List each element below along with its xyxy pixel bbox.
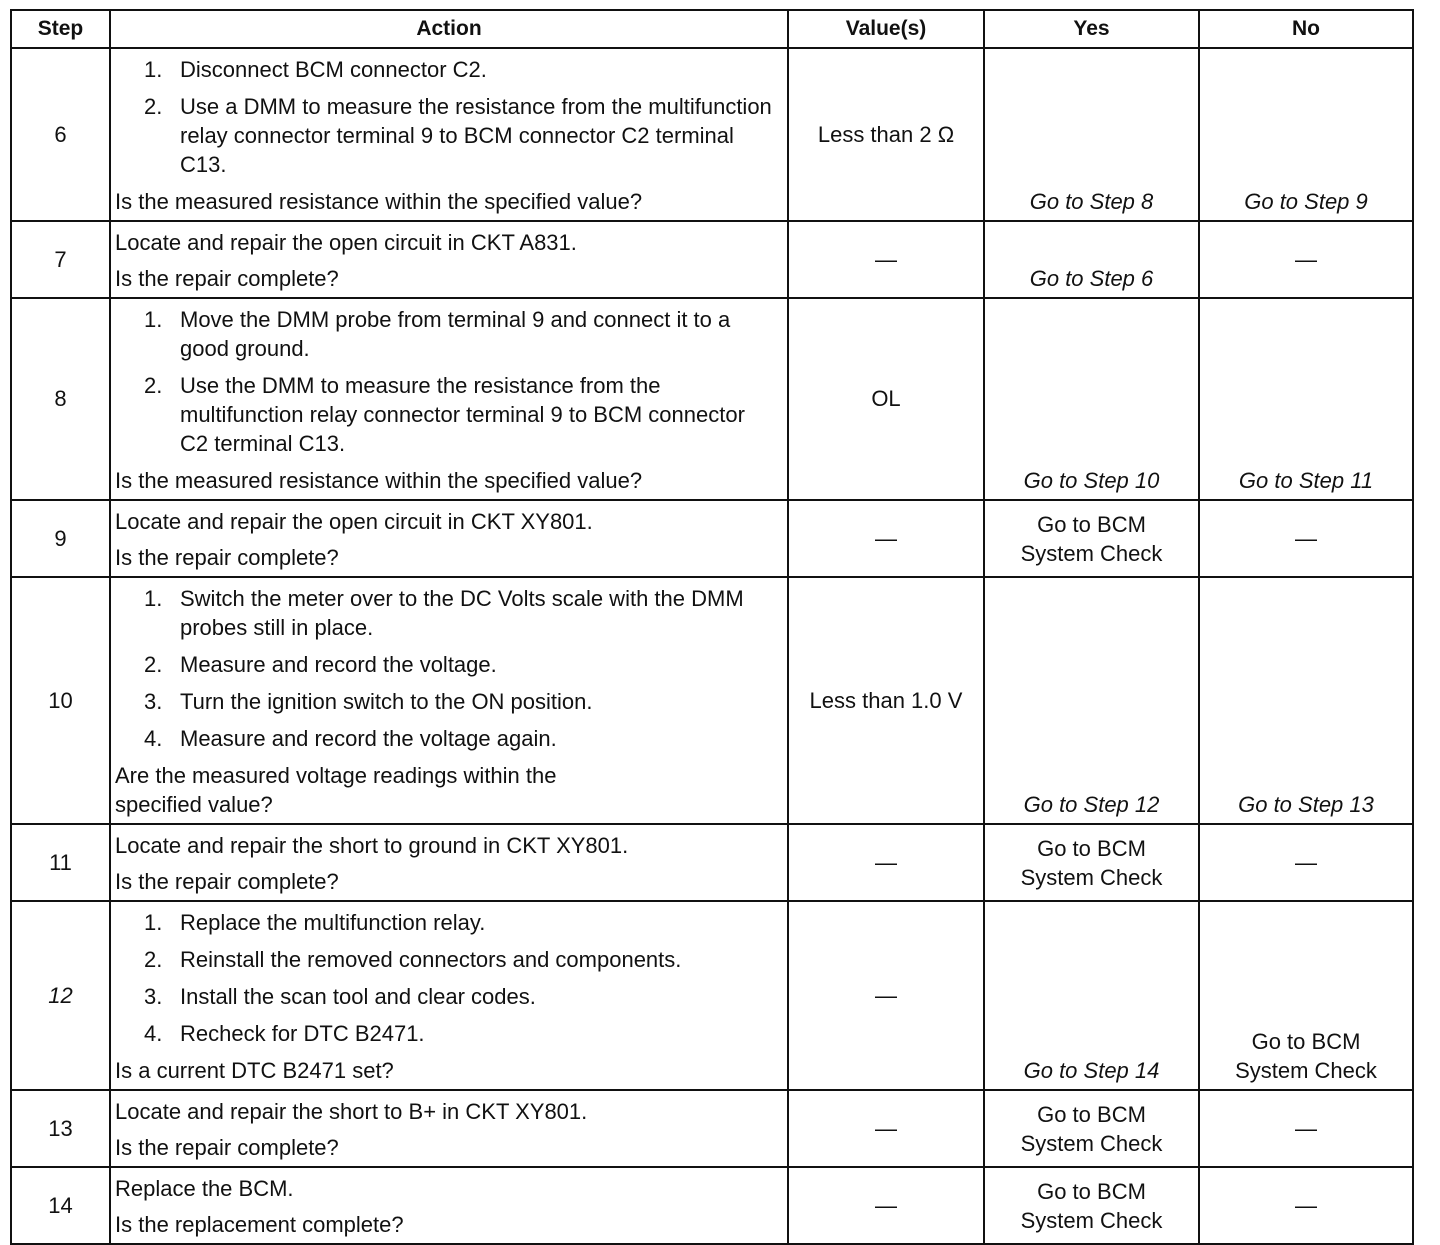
step-number: 7 <box>11 221 110 298</box>
no-cell <box>1199 901 1413 1090</box>
question-text: Are the measured voltage readings within the specified value? <box>115 763 557 817</box>
step-text: Reinstall the removed connectors and components. <box>180 947 682 972</box>
yes-link-line[interactable]: System Check <box>1020 540 1163 566</box>
question-text: Is the replacement complete? <box>115 1212 404 1237</box>
action-steps <box>115 908 777 1048</box>
action-cell <box>110 1090 788 1167</box>
value-cell: — <box>788 1167 984 1244</box>
question-text: Is the repair complete? <box>115 266 339 291</box>
list-item <box>144 724 777 753</box>
table-row <box>11 500 1413 577</box>
yes-link-line[interactable]: System Check <box>1020 1130 1163 1156</box>
yes-link[interactable]: Go to Step 14 <box>1023 1058 1160 1083</box>
value-cell: — <box>788 901 984 1090</box>
diagnostic-table <box>10 9 1414 1245</box>
no-link[interactable]: Go to Step 9 <box>1244 189 1368 214</box>
no-link[interactable]: Go to Step 11 <box>1238 468 1374 493</box>
step-text: Measure and record the voltage again. <box>180 726 557 751</box>
yes-link-line[interactable]: Go to BCM <box>1037 835 1146 861</box>
step-text: Install the scan tool and clear codes. <box>180 984 536 1009</box>
yes-link-line[interactable]: Go to BCM <box>1037 1101 1146 1127</box>
action-line: Locate and repair the short to B+ in CKT XY801. <box>115 1099 588 1124</box>
action-line: Locate and repair the open circuit in CKT XY801. <box>115 509 593 534</box>
action-steps <box>115 55 777 179</box>
action-cell <box>110 500 788 577</box>
header-values: Value(s) <box>788 10 984 48</box>
yes-cell <box>984 577 1199 824</box>
value-cell: Less than 1.0 V <box>788 577 984 824</box>
step-index: 4. <box>144 1021 163 1046</box>
value-cell: Less than 2 Ω <box>788 48 984 221</box>
action-line: Replace the BCM. <box>115 1176 294 1201</box>
step-index: 3. <box>144 984 163 1009</box>
step-text: Use the DMM to measure the resistance from the multifunction relay connector terminal 9 to BCM connector C2 terminal C13. <box>180 373 745 456</box>
no-cell: — <box>1199 1090 1413 1167</box>
step-index: 2. <box>144 652 163 677</box>
action-line: Locate and repair the short to ground in CKT XY801. <box>115 833 629 858</box>
step-index: 3. <box>144 689 163 714</box>
table-row <box>11 298 1413 500</box>
step-index: 1. <box>144 57 163 82</box>
list-item <box>144 1019 777 1048</box>
step-index: 2. <box>144 373 163 398</box>
no-cell <box>1199 298 1413 500</box>
yes-cell <box>984 48 1199 221</box>
yes-link[interactable]: Go to Step 10 <box>1023 468 1160 493</box>
yes-link-line[interactable]: Go to BCM <box>1037 511 1146 537</box>
yes-cell <box>984 221 1199 298</box>
step-number: 13 <box>11 1090 110 1167</box>
list-item <box>144 305 777 363</box>
table-row <box>11 1090 1413 1167</box>
step-text: Turn the ignition switch to the ON position. <box>180 689 593 714</box>
header-step: Step <box>11 10 110 48</box>
question-text: Is the measured resistance within the specified value? <box>115 189 643 214</box>
step-text: Switch the meter over to the DC Volts scale with the DMM probes still in place. <box>180 586 744 640</box>
question-text: Is a current DTC B2471 set? <box>115 1058 394 1083</box>
yes-cell <box>984 500 1199 577</box>
yes-cell <box>984 298 1199 500</box>
no-link-line[interactable]: Go to BCM <box>1251 1029 1361 1054</box>
list-item <box>144 371 777 458</box>
question-text: Is the repair complete? <box>115 545 339 570</box>
table-row <box>11 221 1413 298</box>
list-item <box>144 687 777 716</box>
no-cell <box>1199 48 1413 221</box>
value-cell: — <box>788 500 984 577</box>
question-text: Is the repair complete? <box>115 869 339 894</box>
table-row <box>11 824 1413 901</box>
step-index: 2. <box>144 94 163 119</box>
yes-link[interactable]: Go to Step 6 <box>1029 266 1154 291</box>
step-text: Move the DMM probe from terminal 9 and connect it to a good ground. <box>180 307 731 361</box>
step-text: Measure and record the voltage. <box>180 652 497 677</box>
step-text: Replace the multifunction relay. <box>180 910 486 935</box>
step-number: 11 <box>11 824 110 901</box>
yes-link[interactable]: Go to Step 12 <box>1023 792 1160 817</box>
step-text: Disconnect BCM connector C2. <box>180 57 487 82</box>
table-row <box>11 48 1413 221</box>
action-cell <box>110 824 788 901</box>
value-cell: OL <box>788 298 984 500</box>
list-item <box>144 92 777 179</box>
step-number: 14 <box>11 1167 110 1244</box>
list-item <box>144 908 777 937</box>
action-line: Locate and repair the open circuit in CKT A831. <box>115 230 577 255</box>
step-text: Recheck for DTC B2471. <box>180 1021 425 1046</box>
header-yes: Yes <box>984 10 1199 48</box>
action-steps <box>115 584 777 753</box>
question-text: Is the measured resistance within the specified value? <box>115 468 643 493</box>
no-link[interactable]: Go to Step 13 <box>1238 792 1374 817</box>
no-cell: — <box>1199 221 1413 298</box>
question-text: Is the repair complete? <box>115 1135 339 1160</box>
value-cell: — <box>788 1090 984 1167</box>
action-cell <box>110 48 788 221</box>
list-item <box>144 650 777 679</box>
action-cell <box>110 901 788 1090</box>
header-no: No <box>1199 10 1413 48</box>
value-cell: — <box>788 221 984 298</box>
step-number: 12 <box>11 901 110 1090</box>
no-cell: — <box>1199 1167 1413 1244</box>
value-cell: — <box>788 824 984 901</box>
yes-cell <box>984 901 1199 1090</box>
yes-link-line[interactable]: System Check <box>1020 1207 1163 1233</box>
no-cell <box>1199 577 1413 824</box>
list-item <box>144 945 777 974</box>
no-link-line[interactable]: System Check <box>1235 1058 1377 1083</box>
step-index: 1. <box>144 307 163 332</box>
yes-link-line[interactable]: System Check <box>1020 864 1163 890</box>
yes-cell <box>984 1167 1199 1244</box>
action-cell <box>110 221 788 298</box>
header-action: Action <box>110 10 788 48</box>
step-index: 1. <box>144 910 163 935</box>
table-row <box>11 1167 1413 1244</box>
no-cell: — <box>1199 824 1413 901</box>
header-row <box>11 10 1413 48</box>
step-number: 6 <box>11 48 110 221</box>
step-number: 8 <box>11 298 110 500</box>
table-row <box>11 577 1413 824</box>
action-cell <box>110 1167 788 1244</box>
step-number: 9 <box>11 500 110 577</box>
list-item <box>144 584 777 642</box>
list-item <box>144 982 777 1011</box>
step-index: 4. <box>144 726 163 751</box>
yes-cell <box>984 824 1199 901</box>
list-item <box>144 55 777 84</box>
step-index: 1. <box>144 586 163 611</box>
step-index: 2. <box>144 947 163 972</box>
step-text: Use a DMM to measure the resistance from the multifunction relay connector terminal 9 to BCM connector C2 terminal C13. <box>180 94 772 177</box>
step-number: 10 <box>11 577 110 824</box>
yes-cell <box>984 1090 1199 1167</box>
table-row <box>11 901 1413 1090</box>
yes-link-line[interactable]: Go to BCM <box>1037 1178 1146 1204</box>
yes-link[interactable]: Go to Step 8 <box>1029 189 1154 214</box>
action-cell <box>110 298 788 500</box>
action-cell <box>110 577 788 824</box>
no-cell: — <box>1199 500 1413 577</box>
action-steps <box>115 305 777 458</box>
